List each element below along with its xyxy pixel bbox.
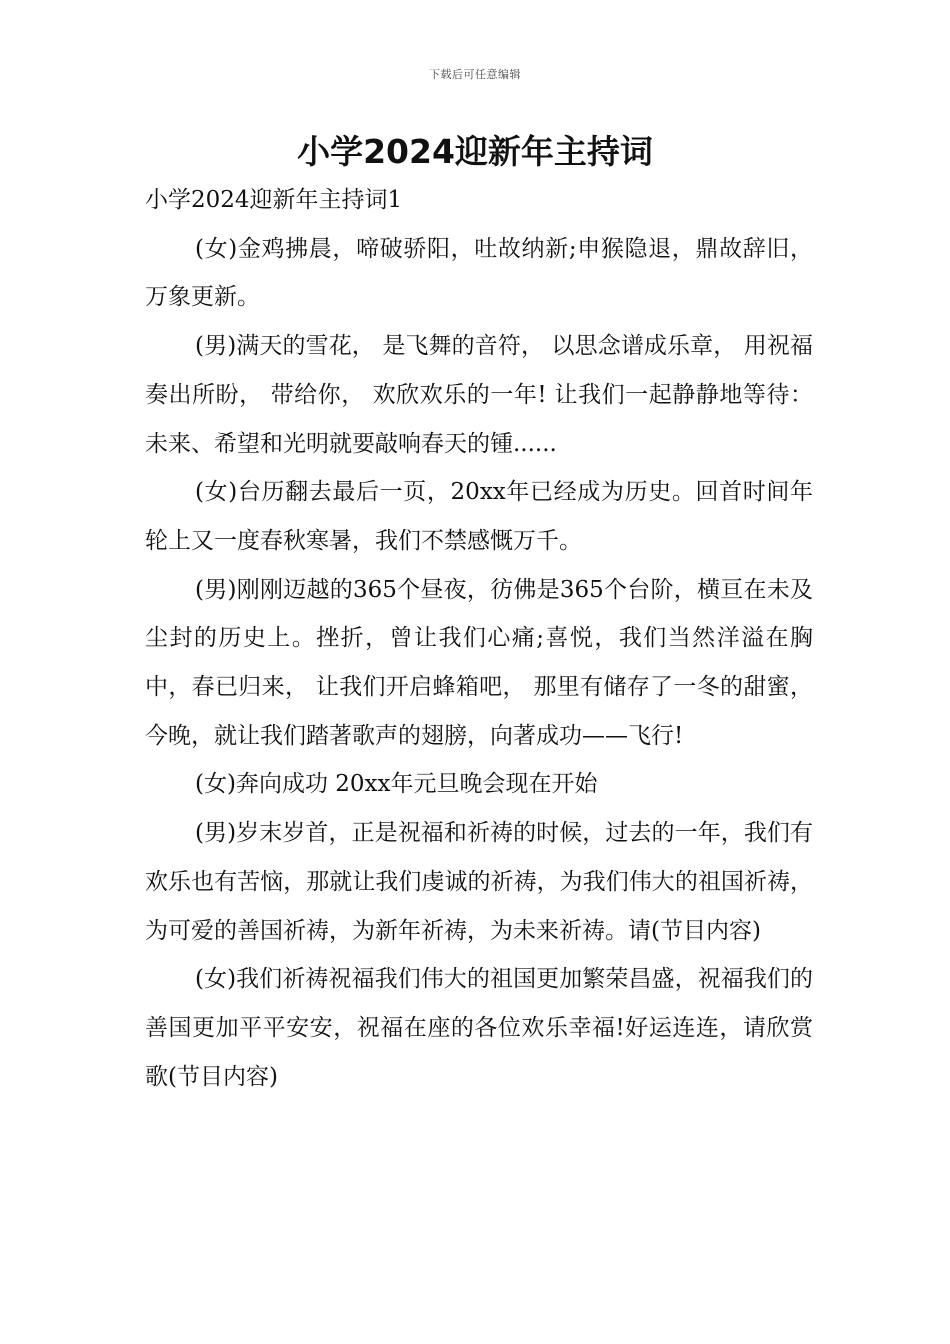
document-title: 小学2024迎新年主持词 xyxy=(297,132,653,171)
paragraph: (女)台历翻去最后一页，20xx年已经成为历史。回首时间年轮上又一度春秋寒暑，我们不禁感慨万千。 xyxy=(145,479,813,554)
section-heading: 小学2024迎新年主持词1 xyxy=(145,187,403,213)
paragraph: (女)金鸡拂晨，啼破骄阳，吐故纳新;申猴隐退，鼎故辞旧，万象更新。 xyxy=(145,235,813,311)
document-body xyxy=(145,176,813,1101)
paragraph: (男)满天的雪花， 是飞舞的音符， 以思念谱成乐章， 用祝福奏出所盼， 带给你， 欢欣欢乐的一年! 让我们一起静静地等待：未来、希望和光明就要敲响春天的锺...... xyxy=(145,333,813,457)
paragraph: (男)岁末岁首，正是祝福和祈祷的时候，过去的一年，我们有欢乐也有苦恼，那就让我们虔诚的祈祷，为我们伟大的祖国祈祷，为可爱的善国祈祷，为新年祈祷，为未来祈祷。请(节目内容) xyxy=(145,820,813,944)
paragraph: (女)奔向成功 20xx年元旦晚会现在开始 xyxy=(195,771,598,798)
paragraph: (女)我们祈祷祝福我们伟大的祖国更加繁荣昌盛，祝福我们的善国更加平平安安，祝福在座的各位欢乐幸福!好运连连，请欣赏歌(节目内容) xyxy=(145,966,813,1090)
header-note: 下载后可任意编辑 xyxy=(429,68,521,81)
paragraph: (男)刚刚迈越的365个昼夜，彷佛是365个台阶，横亘在未及尘封的历史上。挫折，曾让我们心痛;喜悦，我们当然洋溢在胸中，春已归来， 让我们开启蜂箱吧， 那里有储存了一冬的甜蜜， 今晚，就让我们踏著歌声的翅膀，向著成功——飞行! xyxy=(145,576,813,749)
